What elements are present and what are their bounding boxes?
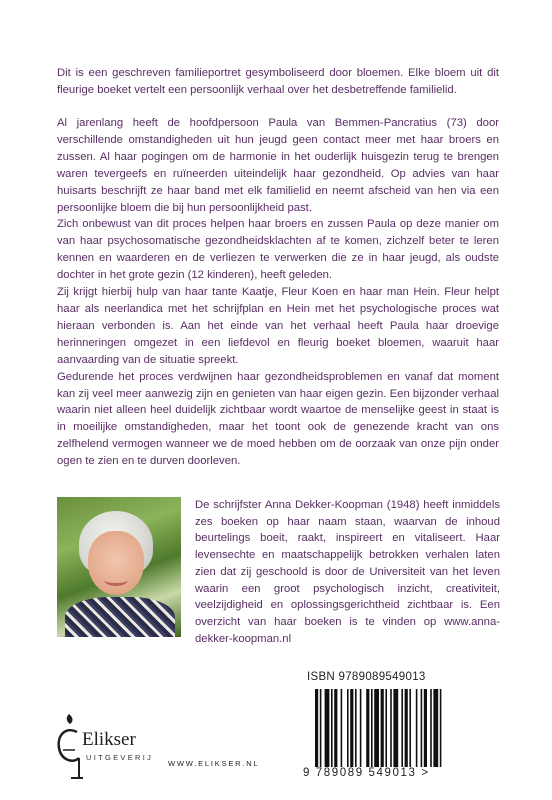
barcode-bar [350,689,353,767]
intro-text: Dit is een geschreven familieportret gesymboliseerd door bloemen. Elke bloem uit dit fleurige boeket vertelt een persoonlijk verhaal over het desbetreffende familielid. [57,67,499,96]
barcode-bar [433,689,438,767]
barcode-bar [430,689,432,767]
synopsis-paragraph-3: Zij krijgt hierbij hulp van haar tante Kaatje, Fleur Koen en haar man Hein. Fleur helpt haar als neerlandica met het schrijfplan en Hein met het psychologische proces wat hieraan verbonden is. Aan het einde van het verhaal heeft Paula haar droevige herinneringen omgezet in een liefdevol en fleurig boeket bloemen, waaruit haar aanvaarding van de situatie spreekt. [57,286,499,366]
synopsis-paragraph-4: Gedurende het proces verdwijnen haar gezondheidsproblemen en vanaf dat moment kan zij veel meer aanwezig zijn en genieten van haar eigen gezin. Een bijzonder verhaal waarin niet alleen heel duidelijk zichtbaar wordt waartoe de menselijke geest in staat is in moeilijke omstandigheden, maar het toont ook de genezende kracht van ons zelfhelend vermogen wanneer we de moed hebben om de oorzaak van onze pijn onder ogen te zien en te durven doorleven. [57,370,499,468]
barcode [315,689,483,767]
barcode-bar [315,689,318,767]
barcode-bar [366,689,369,767]
barcode-bar [320,689,322,767]
barcode-bar [401,689,403,767]
barcode-bar [405,689,408,767]
barcode-digits: 9 789089 549013 > [303,767,430,779]
publisher-emblem-icon [55,712,85,784]
publisher-subtitle: UITGEVERIJ [86,753,154,762]
intro-paragraph [57,65,499,99]
barcode-bar [360,689,362,767]
barcode-bar [440,689,442,767]
barcode-bar [421,689,423,767]
synopsis-paragraph-2: Zich onbewust van dit proces helpen haar broers en zussen Paula op deze manier om van haar psychosomatische gezondheidsklachten af te komen, zichzelf beter te leren kennen en waarderen en de verliezen te verwerken die ze in haar jeugd, als oudste dochter in het grote gezin (12 kinderen), heeft geleden. [57,218,499,282]
barcode-bar [424,689,427,767]
barcode-bar [381,689,384,767]
barcode-bar [371,689,373,767]
publisher-website: WWW.ELIKSER.NL [168,759,260,768]
barcode-bar [341,689,343,767]
barcode-bar [331,689,333,767]
barcode-bar [385,689,387,767]
barcode-bar [409,689,411,767]
synopsis-paragraph-1: Al jarenlang heeft de hoofdpersoon Paula van Bemmen-Pancratius (73) door verschillende omstandigheden uit hun jeugd geen contact meer met haar broers en zussen. Al haar pogingen om de harmonie in het ouderlijk huisgezin terug te brengen waren tevergeefs en ruïneerden uiteindelijk haar gezondheid. Op advies van haar huisarts beschrijft ze haar band met elk familielid en neemt afscheid van hen via een persoonlijke bloem die bij hun persoonlijkheid past. [57,117,499,214]
publisher-logo [55,712,175,788]
barcode-bar [347,689,349,767]
barcode-bar [416,689,418,767]
publisher-name: Elikser [82,729,136,750]
author-photo [57,497,181,637]
synopsis [57,115,499,470]
barcode-bar [390,689,392,767]
isbn-area [303,671,503,787]
barcode-bar [334,689,337,767]
barcode-bar [393,689,398,767]
barcode-bar [355,689,357,767]
barcode-bar [325,689,330,767]
barcode-bar [374,689,379,767]
author-bio: De schrijfster Anna Dekker-Koopman (1948) heeft inmiddels zes boeken op haar naam staan, waarvan de inhoud beurtelings boeit, raakt, inspireert en vitaliseert. Haar levensechte en maatschappelijk betrokken verhalen laten zien dat zij geschoold is door de Universiteit van het leven waarin een groot psychologisch inzicht, creativiteit, veelzijdigheid en oplossingsgerichtheid zichtbaar is. Een overzicht van haar boeken is te vinden op www.anna-dekker-koopman.nl [195,499,500,645]
isbn-label: ISBN 9789089549013 [307,671,426,683]
